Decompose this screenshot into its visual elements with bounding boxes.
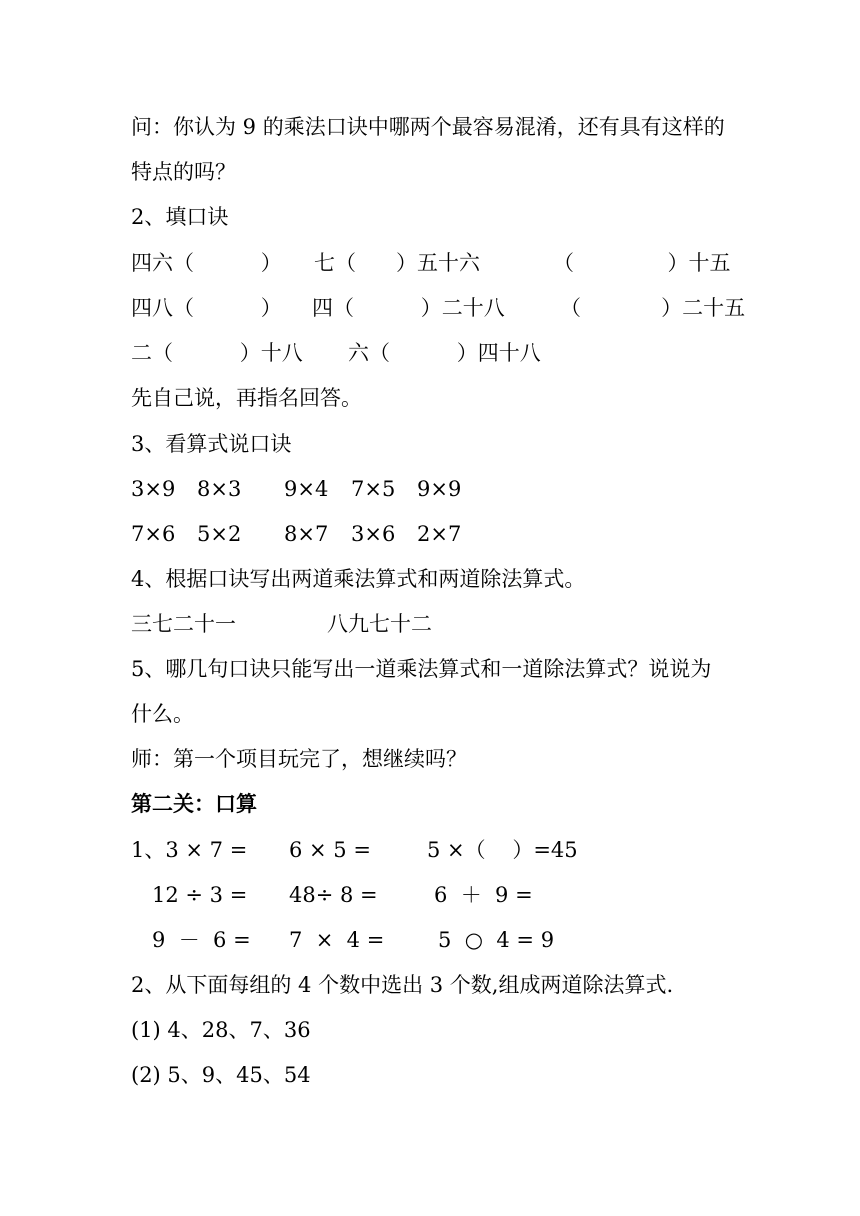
rhyme-row: [131, 610, 751, 638]
expression: 5×2: [197, 522, 242, 546]
fill-row-3: [131, 339, 751, 367]
q2-group-1: (1) 4、28、7、36: [131, 1018, 311, 1042]
question-line-1: 问：你认为 9 的乘法口诀中哪两个最容易混淆，还有具有这样的: [131, 115, 725, 139]
section5-heading-line-2: 什么。: [131, 702, 194, 726]
oral-item: 12 ÷ 3 =: [152, 883, 248, 907]
question-line-2: 特点的吗？: [131, 160, 236, 184]
expression: 2×7: [417, 522, 462, 546]
section2-note: 先自己说，再指名回答。: [131, 386, 362, 410]
q2-heading: 2、从下面每组的 4 个数中选出 3 个数,组成两道除法算式.: [131, 973, 674, 997]
fill-row-2: [131, 294, 751, 322]
fill-item: 四八（ ）: [131, 296, 282, 320]
oral-item: 48÷ 8 =: [289, 883, 378, 907]
fill-item: （ ）二十五: [560, 296, 746, 320]
section3-heading: 3、看算式说口诀: [131, 432, 292, 456]
expression: 8×3: [197, 477, 242, 501]
section2-heading: 2、填口诀: [131, 205, 229, 229]
oral-item: 5 ○ 4 = 9: [438, 928, 555, 952]
fill-item: 二（ ）十八: [131, 341, 303, 365]
oral-item: 9 － 6 =: [152, 928, 251, 952]
section4-heading: 4、根据口诀写出两道乘法算式和两道除法算式。: [131, 567, 586, 591]
expr-row-1: [131, 475, 751, 503]
oral-row-2: [131, 881, 751, 909]
rhyme-item: 三七二十一: [131, 612, 236, 636]
expression: 8×7: [284, 522, 329, 546]
oral-item: 1、3 × 7 =: [131, 838, 248, 862]
level2-title: 第二关：口算: [131, 791, 257, 816]
fill-item: 四（ ）二十八: [312, 296, 505, 320]
oral-item: 5 ×（ ）=45: [427, 838, 578, 862]
oral-item: 6 × 5 =: [289, 838, 371, 862]
expression: 7×6: [131, 522, 176, 546]
oral-row-1: [131, 836, 751, 864]
expression: 3×9: [131, 477, 176, 501]
expression: 7×5: [351, 477, 396, 501]
q2-group-2: (2) 5、9、45、54: [131, 1063, 311, 1087]
oral-item: 6 ＋ 9 =: [434, 883, 533, 907]
oral-item: 7 × 4 =: [289, 928, 385, 952]
expression: 9×9: [417, 477, 462, 501]
fill-item: 四六（ ）: [131, 251, 282, 275]
section5-heading-line-1: 5、哪几句口诀只能写出一道乘法算式和一道除法算式？说说为: [131, 657, 712, 681]
oral-row-3: [131, 926, 751, 954]
expression: 9×4: [284, 477, 329, 501]
expr-row-2: [131, 520, 751, 548]
fill-item: （ ）十五: [553, 251, 731, 275]
fill-row-1: [131, 249, 751, 277]
fill-item: 七（ ）五十六: [314, 251, 481, 275]
teacher-line: 师：第一个项目玩完了，想继续吗？: [131, 747, 467, 771]
fill-item: 六（ ）四十八: [348, 341, 541, 365]
rhyme-item: 八九七十二: [327, 612, 432, 636]
expression: 3×6: [351, 522, 396, 546]
